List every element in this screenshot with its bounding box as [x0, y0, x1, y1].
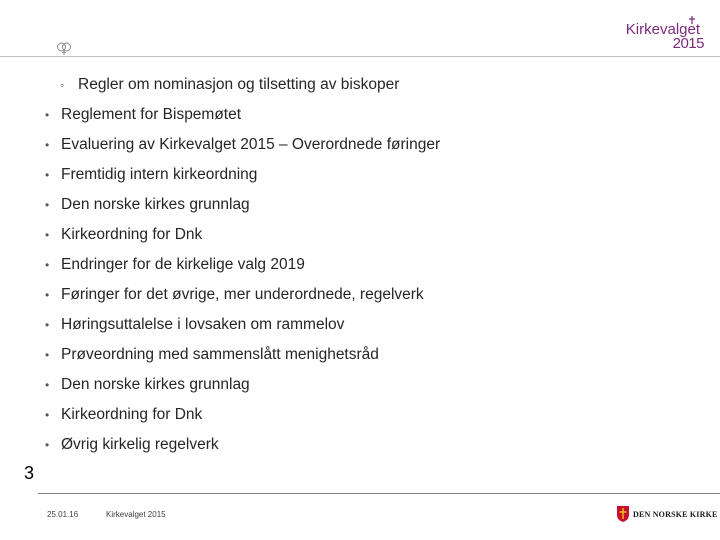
bullet-text: Reglement for Bispemøtet [61, 106, 242, 123]
bullet-marker: • [45, 228, 50, 242]
bullet-marker: • [45, 438, 50, 452]
bullet-text: Kirkeordning for Dnk [61, 406, 203, 423]
bullet-marker: • [45, 408, 50, 422]
bullet-text: Evaluering av Kirkevalget 2015 – Overordnede føringer [61, 136, 441, 153]
bullet-marker: • [45, 258, 50, 272]
bullet-marker: • [45, 288, 50, 302]
list-item [45, 430, 440, 460]
list-item [45, 160, 440, 190]
footer-date: 25.01.16 [47, 510, 79, 519]
footer-divider [38, 493, 720, 494]
list-item [45, 310, 440, 340]
bullet-text: Endringer for de kirkelige valg 2019 [61, 256, 305, 273]
list-item [45, 190, 440, 220]
sub-bullet-marker: ◦ [60, 78, 65, 92]
bullet-text: Kirkeordning for Dnk [61, 226, 203, 243]
footer-event: Kirkevalget 2015 [106, 510, 166, 519]
list-item [45, 370, 440, 400]
bullet-marker: • [45, 378, 50, 392]
sub-bullet-item [60, 76, 399, 94]
bullet-marker: • [45, 318, 50, 332]
list-item [45, 280, 440, 310]
bullet-marker: • [45, 108, 50, 122]
bullet-text: Fremtidig intern kirkeordning [61, 166, 258, 183]
church-emblem-icon [56, 40, 72, 56]
den-norske-kirke-logo [616, 505, 716, 527]
bullet-marker: • [45, 348, 50, 362]
list-item [45, 130, 440, 160]
bullet-marker: • [45, 168, 50, 182]
header-divider [0, 56, 720, 57]
shield-icon [616, 505, 630, 523]
church-name: DEN NORSKE KIRKE [633, 510, 718, 519]
bullet-text: Den norske kirkes grunnlag [61, 376, 250, 393]
brand-name: Kirkevalget [625, 21, 700, 38]
bullet-text: Prøveordning med sammenslått menighetsråd [61, 346, 379, 363]
bullet-marker: • [45, 138, 50, 152]
bullet-text: Føringer for det øvrige, mer underordnede, regelverk [61, 286, 424, 303]
list-item [45, 220, 440, 250]
bullet-text: Den norske kirkes grunnlag [61, 196, 250, 213]
brand-year: 2015 [672, 35, 704, 52]
list-item [45, 100, 440, 130]
kirkevalget-logo [604, 22, 704, 52]
sub-bullet-text: Regler om nominasjon og tilsetting av biskoper [78, 76, 400, 93]
bullet-list [45, 100, 440, 460]
list-item [45, 340, 440, 370]
bullet-text: Øvrig kirkelig regelverk [61, 436, 219, 453]
list-item [45, 250, 440, 280]
bullet-marker: • [45, 198, 50, 212]
bullet-text: Høringsuttalelse i lovsaken om rammelov [61, 316, 345, 333]
slide-number: 3 [24, 463, 35, 483]
list-item [45, 400, 440, 430]
